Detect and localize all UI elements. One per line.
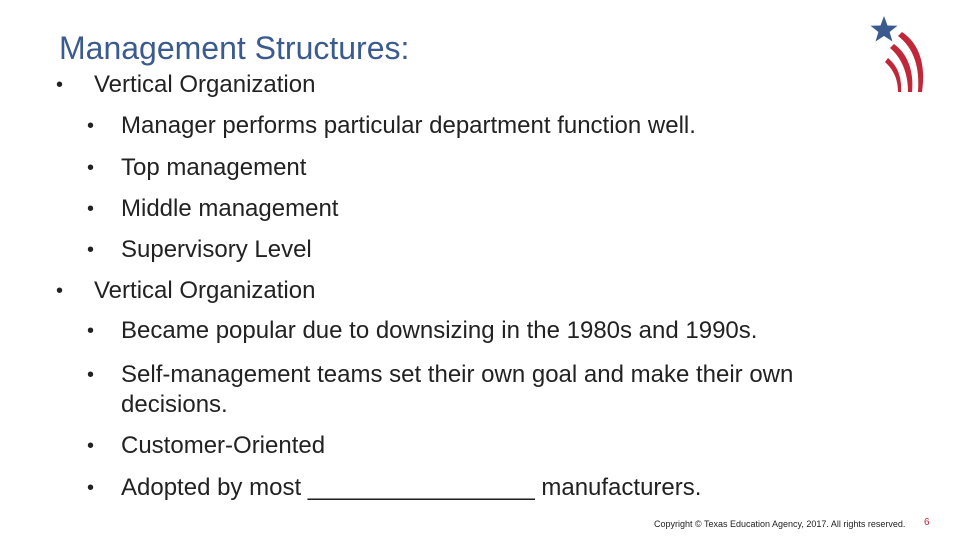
bullet-glyph: • — [87, 477, 95, 499]
bullet-level2 — [87, 431, 326, 461]
bullet-text: Self-management teams set their own goal and make their own decisions. — [121, 361, 794, 418]
bullet-text: Became popular due to downsizing in the 1980s and 1990s. — [121, 317, 758, 344]
bullet-glyph: • — [87, 364, 95, 386]
bullet-glyph: • — [56, 74, 64, 96]
bullet-glyph: • — [87, 239, 95, 261]
bullet-glyph: • — [87, 157, 95, 179]
page-number: 6 — [924, 517, 930, 528]
bullet-glyph: • — [56, 280, 64, 302]
bullet-level2 — [87, 235, 312, 265]
bullet-glyph: • — [87, 320, 95, 342]
bullet-text: Top management — [121, 154, 307, 181]
bullet-text: Middle management — [121, 195, 339, 222]
bullet-glyph: • — [87, 435, 95, 457]
bullet-level2 — [87, 194, 339, 224]
copyright-footer: Copyright © Texas Education Agency, 2017. All rights reserved. — [654, 519, 906, 529]
bullet-level2 — [87, 473, 702, 503]
bullet-level1 — [56, 70, 316, 100]
logo-star-icon — [871, 16, 898, 42]
bullet-text: Manager performs particular department function well. — [121, 112, 696, 139]
bullet-level2 — [87, 153, 307, 183]
logo-stripe-icon — [885, 58, 901, 92]
slide-title: Management Structures: — [59, 30, 410, 66]
bullet-text: Vertical Organization — [94, 71, 316, 98]
bullet-level2 — [87, 111, 696, 141]
bullet-glyph: • — [87, 115, 95, 137]
star-and-stripes-logo-icon — [868, 14, 934, 94]
bullet-text: Supervisory Level — [121, 236, 312, 263]
bullet-level2 — [87, 360, 881, 420]
bullet-level1 — [56, 276, 316, 306]
bullet-level2 — [87, 316, 758, 346]
bullet-glyph: • — [87, 198, 95, 220]
bullet-text: Adopted by most _________________ manufacturers. — [121, 474, 702, 501]
bullet-text: Customer-Oriented — [121, 432, 326, 459]
bullet-text: Vertical Organization — [94, 277, 316, 304]
